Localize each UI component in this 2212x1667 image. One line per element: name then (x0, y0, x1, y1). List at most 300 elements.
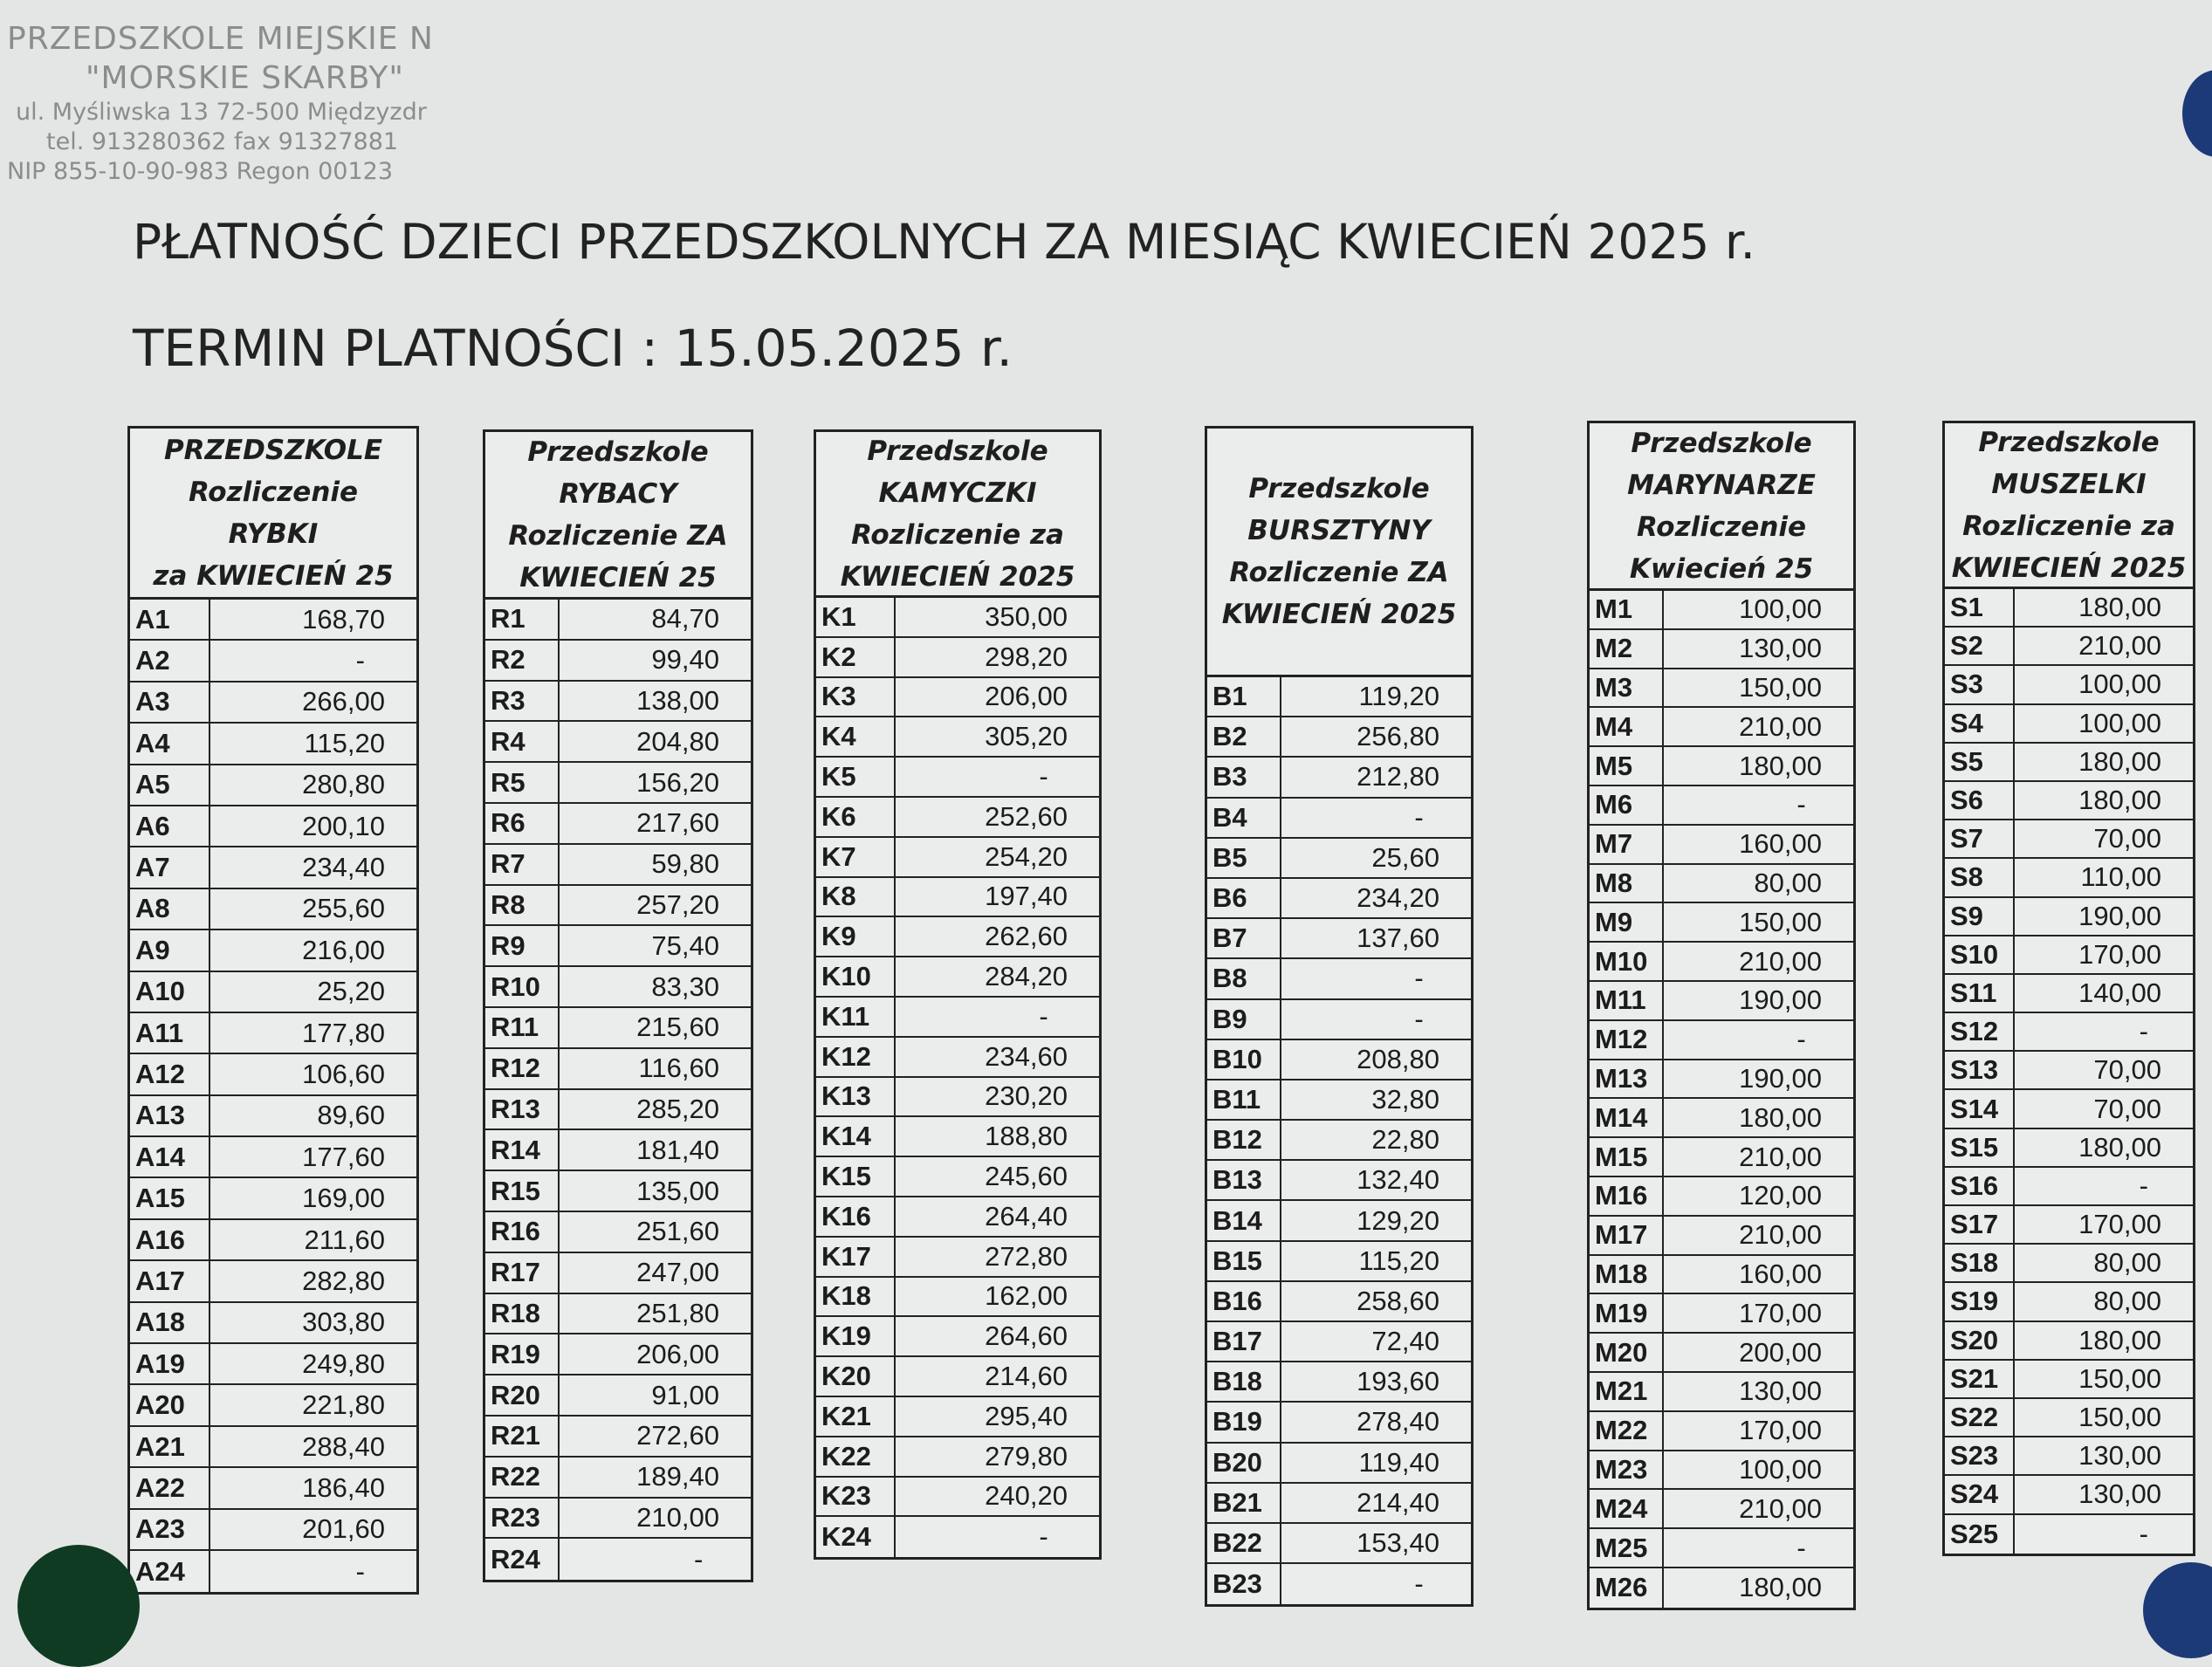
child-code: S17 (1945, 1206, 2015, 1243)
payment-amount: 180,00 (1739, 1101, 1822, 1133)
table-row (816, 678, 1099, 718)
table-row (1945, 1322, 2193, 1361)
child-code: K5 (816, 758, 896, 796)
child-code: A14 (130, 1137, 210, 1177)
payment-amount: 84,70 (651, 603, 719, 635)
child-code: B14 (1207, 1201, 1281, 1239)
child-code: A1 (130, 600, 210, 639)
payment-amount: 212,80 (1357, 761, 1439, 792)
child-code: S9 (1945, 898, 2015, 935)
settlement-table (127, 426, 419, 1595)
table-header (1207, 429, 1471, 677)
child-code: R11 (485, 1008, 560, 1047)
table-row (1207, 1484, 1471, 1524)
table-row (130, 1096, 416, 1137)
table-row (1945, 1399, 2193, 1437)
table-row (816, 1478, 1099, 1518)
child-code: S2 (1945, 628, 2015, 664)
payment-amount: 162,00 (985, 1280, 1068, 1312)
table-row (130, 1137, 416, 1178)
payment-amount: 272,80 (985, 1240, 1068, 1272)
payment-amount: - (2139, 1170, 2148, 1201)
table-row (1590, 826, 1853, 865)
payment-amount: 266,00 (302, 686, 385, 717)
table-row (130, 600, 416, 641)
table-row (485, 1499, 751, 1540)
child-code: M9 (1590, 903, 1664, 941)
table-row (485, 682, 751, 723)
table-row (1590, 669, 1853, 709)
child-code: K20 (816, 1357, 896, 1396)
stamp-line: PRZEDSZKOLE MIEJSKIE N (7, 21, 434, 57)
payment-amount: 200,00 (1739, 1336, 1822, 1368)
table-row (1207, 717, 1471, 758)
child-code: M21 (1590, 1373, 1664, 1410)
payment-amount: 186,40 (302, 1471, 385, 1503)
payment-amount: 180,00 (1739, 1572, 1822, 1603)
table-row (816, 957, 1099, 998)
table-row (485, 1049, 751, 1090)
table-row (485, 1458, 751, 1499)
payment-amount: - (2139, 1518, 2148, 1549)
table-row (816, 638, 1099, 678)
child-code: A10 (130, 972, 210, 1012)
payment-amount: 305,20 (985, 721, 1068, 752)
child-code: S3 (1945, 666, 2015, 703)
table-row (130, 1427, 416, 1468)
payment-amount: 100,00 (1739, 1453, 1822, 1485)
child-code: S24 (1945, 1476, 2015, 1513)
child-code: K22 (816, 1437, 896, 1476)
payment-amount: 100,00 (1739, 593, 1822, 625)
payment-amount: 251,80 (636, 1297, 719, 1328)
table-header (1945, 423, 2193, 589)
table-row (1207, 839, 1471, 879)
payment-amount: 256,80 (1357, 721, 1439, 752)
payment-amount: - (1414, 963, 1424, 994)
child-code: R20 (485, 1375, 560, 1415)
child-code: R1 (485, 600, 560, 639)
child-code: M19 (1590, 1294, 1664, 1332)
table-row (130, 972, 416, 1013)
table-row (1945, 1245, 2193, 1283)
child-code: K3 (816, 678, 896, 717)
payment-amount: - (1414, 1568, 1424, 1600)
payment-amount: 170,00 (2078, 938, 2161, 970)
payment-amount: 59,80 (651, 848, 719, 880)
institution-stamp (7, 19, 443, 186)
child-code: B1 (1207, 677, 1281, 716)
table-row (1945, 782, 2193, 820)
payment-amount: 25,60 (1371, 841, 1439, 873)
child-code: A3 (130, 683, 210, 722)
table-row (485, 1539, 751, 1580)
child-code: K21 (816, 1397, 896, 1436)
child-code: B18 (1207, 1362, 1281, 1401)
child-code: B20 (1207, 1444, 1281, 1482)
payment-amount: 251,60 (636, 1216, 719, 1247)
payment-amount: 160,00 (1739, 828, 1822, 860)
table-row (816, 1278, 1099, 1318)
payment-amount: 180,00 (2078, 592, 2161, 623)
child-code: M3 (1590, 669, 1664, 707)
table-row (816, 1357, 1099, 1397)
table-row (816, 1197, 1099, 1238)
child-code: A7 (130, 847, 210, 887)
child-code: A15 (130, 1178, 210, 1218)
table-row (1590, 630, 1853, 669)
payment-amount: 211,60 (304, 1224, 385, 1255)
table-row (1207, 1282, 1471, 1322)
table-header-line: KWIECIEŃ 2025 (1951, 552, 2187, 584)
child-code: R17 (485, 1253, 560, 1293)
payment-amount: 80,00 (1754, 867, 1822, 898)
child-code: S23 (1945, 1437, 2015, 1474)
table-row (130, 724, 416, 765)
child-code: B5 (1207, 839, 1281, 877)
table-row (816, 917, 1099, 957)
table-row (485, 641, 751, 682)
child-code: S4 (1945, 705, 2015, 742)
child-code: M15 (1590, 1138, 1664, 1176)
payment-amount: 284,20 (985, 961, 1068, 992)
child-code: R5 (485, 763, 560, 802)
child-code: K10 (816, 957, 896, 996)
table-row (485, 1375, 751, 1417)
table-row (130, 1468, 416, 1509)
table-row (130, 1303, 416, 1344)
table-row (130, 641, 416, 682)
child-code: R23 (485, 1499, 560, 1538)
table-row (1207, 1080, 1471, 1121)
table-row (1945, 1168, 2193, 1206)
payment-amount: 264,40 (985, 1200, 1068, 1231)
payment-amount: 206,00 (985, 681, 1068, 712)
payment-amount: 153,40 (1357, 1527, 1439, 1559)
child-code: M18 (1590, 1256, 1664, 1293)
table-header-line: Przedszkole (1248, 473, 1430, 504)
child-code: A22 (130, 1468, 210, 1507)
table-row (1945, 1013, 2193, 1052)
settlement-table (1942, 421, 2195, 1556)
child-code: A4 (130, 724, 210, 763)
table-row (816, 878, 1099, 918)
table-row (1590, 708, 1853, 747)
table-row (485, 926, 751, 967)
payment-amount: 138,00 (636, 684, 719, 716)
payment-amount: 100,00 (2078, 707, 2161, 738)
payment-amount: 350,00 (985, 600, 1068, 632)
child-code: R19 (485, 1334, 560, 1374)
table-row (1207, 799, 1471, 839)
table-header-line: Przedszkole (527, 436, 709, 468)
table-row (1590, 1451, 1853, 1491)
table-row (1945, 1437, 2193, 1476)
child-code: M7 (1590, 826, 1664, 863)
child-code: B21 (1207, 1484, 1281, 1522)
child-code: B11 (1207, 1080, 1281, 1119)
payment-amount: 204,80 (636, 725, 719, 757)
payment-amount: - (1796, 1532, 1806, 1563)
table-header-line: Rozliczenie za (1962, 510, 2175, 542)
payment-amount: 210,00 (636, 1501, 719, 1533)
child-code: A24 (130, 1551, 210, 1592)
table-row (1207, 959, 1471, 999)
table-header-line: Przedszkole (867, 435, 1048, 467)
payment-amount: 234,20 (1357, 882, 1439, 914)
payment-amount: 193,60 (1357, 1366, 1439, 1397)
payment-amount: 180,00 (2078, 1131, 2161, 1163)
table-row (1590, 865, 1853, 904)
payment-amount: 200,10 (302, 810, 385, 841)
table-row (1590, 1256, 1853, 1295)
child-code: K4 (816, 717, 896, 756)
payment-amount: 89,60 (317, 1100, 385, 1131)
child-code: B17 (1207, 1322, 1281, 1361)
payment-amount: 216,00 (302, 934, 385, 965)
child-code: M8 (1590, 865, 1664, 902)
payment-amount: - (693, 1543, 704, 1574)
table-row (1945, 1476, 2193, 1514)
child-code: S20 (1945, 1322, 2015, 1359)
payment-amount: 210,00 (1739, 1492, 1822, 1524)
payment-amount: 170,00 (1739, 1415, 1822, 1446)
child-code: B6 (1207, 879, 1281, 917)
table-row (1207, 1444, 1471, 1484)
child-code: S14 (1945, 1090, 2015, 1127)
child-code: M23 (1590, 1451, 1664, 1489)
table-row (485, 967, 751, 1008)
payment-amount: 170,00 (2078, 1209, 2161, 1240)
child-code: M16 (1590, 1177, 1664, 1215)
payment-amount: 234,40 (302, 852, 385, 883)
payment-amount: 170,00 (1739, 1297, 1822, 1328)
table-row (485, 763, 751, 804)
table-row (485, 1334, 751, 1375)
table-row (485, 1294, 751, 1335)
table-row (130, 1344, 416, 1385)
child-code: K14 (816, 1117, 896, 1156)
table-row (1590, 1021, 1853, 1060)
table-row (816, 998, 1099, 1038)
child-code: B3 (1207, 758, 1281, 796)
child-code: M24 (1590, 1490, 1664, 1527)
child-code: B19 (1207, 1403, 1281, 1441)
payment-amount: 70,00 (2093, 823, 2161, 854)
table-row (1945, 1090, 2193, 1128)
table-row (1590, 1373, 1853, 1412)
settlement-table (1205, 426, 1474, 1607)
child-code: K7 (816, 838, 896, 876)
child-code: K1 (816, 598, 896, 636)
child-code: M5 (1590, 747, 1664, 785)
payment-amount: 150,00 (1739, 671, 1822, 703)
table-row (1590, 1412, 1853, 1451)
child-code: S18 (1945, 1245, 2015, 1281)
payment-amount: 298,20 (985, 641, 1068, 672)
table-header-line: Rozliczenie (188, 476, 359, 508)
payment-amount: 214,40 (1357, 1486, 1439, 1518)
table-row (816, 838, 1099, 878)
payment-amount: 210,00 (1739, 1219, 1822, 1251)
child-code: B22 (1207, 1524, 1281, 1562)
table-row (485, 1212, 751, 1253)
table-row (1207, 1322, 1471, 1362)
table-row (1207, 1564, 1471, 1604)
child-code: M12 (1590, 1021, 1664, 1059)
table-row (485, 886, 751, 927)
table-row (485, 1090, 751, 1131)
child-code: K6 (816, 798, 896, 836)
payment-amount: 150,00 (2078, 1402, 2161, 1433)
table-header-line: Rozliczenie za (851, 518, 1064, 551)
child-code: B4 (1207, 799, 1281, 837)
table-row (130, 1261, 416, 1302)
payment-amount: - (1039, 1000, 1048, 1032)
payment-amount: 210,00 (1739, 945, 1822, 977)
table-row (1945, 666, 2193, 704)
table-header-line: RYBACY (559, 477, 677, 510)
payment-amount: 150,00 (1739, 906, 1822, 937)
table-row (130, 1385, 416, 1426)
table-header-line: za KWIECIEŃ 25 (153, 559, 394, 592)
table-header-line: Kwiecień 25 (1629, 552, 1814, 585)
payment-amount: 110,00 (2080, 861, 2161, 893)
child-code: A5 (130, 765, 210, 805)
table-row (816, 758, 1099, 798)
payment-amount: 221,80 (302, 1389, 385, 1421)
table-row (1590, 1177, 1853, 1217)
payment-amount: 119,20 (1358, 681, 1439, 712)
table-row (485, 1253, 751, 1294)
table-row (1590, 1490, 1853, 1529)
payment-amount: 137,60 (1357, 923, 1439, 954)
payment-amount: 254,20 (985, 840, 1068, 872)
table-row (1207, 677, 1471, 717)
payment-amount: 130,00 (1739, 1375, 1822, 1407)
payment-amount: 32,80 (1371, 1083, 1439, 1115)
payment-amount: 116,60 (638, 1053, 719, 1084)
table-row (1207, 1201, 1471, 1241)
payment-amount: 189,40 (636, 1461, 719, 1492)
table-row (1945, 859, 2193, 897)
child-code: K13 (816, 1078, 896, 1116)
payment-amount: 282,80 (302, 1265, 385, 1296)
payment-amount: - (2139, 1016, 2148, 1047)
table-header (485, 432, 751, 600)
child-code: B13 (1207, 1161, 1281, 1199)
table-row (816, 798, 1099, 838)
table-row (816, 1397, 1099, 1437)
child-code: M11 (1590, 982, 1664, 1019)
payment-amount: 278,40 (1357, 1406, 1439, 1437)
table-row (485, 1171, 751, 1212)
child-code: S16 (1945, 1168, 2015, 1204)
table-header-line: PRZEDSZKOLE (163, 434, 383, 466)
child-code: S11 (1945, 975, 2015, 1012)
child-code: S8 (1945, 859, 2015, 895)
table-row (1590, 1138, 1853, 1177)
table-row (816, 1437, 1099, 1478)
table-row (130, 1054, 416, 1095)
payment-amount: 83,30 (651, 971, 719, 1002)
payment-amount: 177,60 (302, 1141, 385, 1172)
child-code: S13 (1945, 1052, 2015, 1088)
table-row (1945, 1515, 2193, 1554)
payment-amount: - (1796, 1024, 1806, 1055)
table-row (130, 1510, 416, 1551)
table-header-line: KWIECIEŃ 2025 (840, 560, 1075, 593)
child-code: S12 (1945, 1013, 2015, 1050)
table-row (485, 1130, 751, 1171)
child-code: R2 (485, 641, 560, 680)
table-row (130, 1220, 416, 1261)
payment-amount: 208,80 (1357, 1043, 1439, 1074)
child-code: A21 (130, 1427, 210, 1466)
child-code: A12 (130, 1054, 210, 1094)
child-code: M14 (1590, 1099, 1664, 1136)
table-row (1945, 820, 2193, 859)
table-row (130, 889, 416, 930)
payment-amount: 201,60 (302, 1513, 385, 1545)
payment-amount: 190,00 (2078, 900, 2161, 931)
table-row (816, 1038, 1099, 1078)
table-row (816, 1317, 1099, 1357)
child-code: B10 (1207, 1040, 1281, 1079)
table-header-line: KWIECIEŃ 2025 (1221, 599, 1457, 630)
table-header-line: Przedszkole (1631, 427, 1812, 459)
payment-amount: 130,00 (2078, 1478, 2161, 1510)
child-code: K16 (816, 1197, 896, 1236)
child-code: S10 (1945, 936, 2015, 973)
table-row (485, 1008, 751, 1049)
child-code: S1 (1945, 589, 2015, 626)
payment-amount: 115,20 (1358, 1245, 1439, 1276)
child-code: R16 (485, 1212, 560, 1252)
table-row (1590, 786, 1853, 826)
table-row (130, 1013, 416, 1054)
payment-amount: 150,00 (2078, 1362, 2161, 1394)
table-header-line: RYBKI (228, 518, 319, 550)
payment-amount: 210,00 (1739, 1141, 1822, 1172)
payment-amount: 272,60 (636, 1420, 719, 1451)
table-row (1945, 898, 2193, 936)
table-row (1590, 982, 1853, 1021)
child-code: R12 (485, 1049, 560, 1088)
payment-amount: 285,20 (636, 1093, 719, 1124)
child-code: S21 (1945, 1361, 2015, 1397)
table-row (130, 1178, 416, 1219)
payment-amount: 295,40 (985, 1400, 1068, 1431)
payment-amount: 115,20 (304, 727, 385, 758)
stamp-line: ul. Myśliwska 13 72-500 Międzyzdr (16, 99, 427, 126)
table-row (816, 1117, 1099, 1157)
child-code: B7 (1207, 919, 1281, 957)
payment-amount: 280,80 (302, 769, 385, 800)
table-row (130, 1551, 416, 1592)
child-code: K24 (816, 1517, 896, 1557)
child-code: A6 (130, 806, 210, 846)
payment-amount: 91,00 (651, 1379, 719, 1410)
payment-amount: 288,40 (302, 1430, 385, 1462)
page-title: PŁATNOŚĆ DZIECI PRZEDSZKOLNYCH ZA MIESIĄC KWIECIEŃ 2025 r. (133, 214, 1755, 270)
child-code: M25 (1590, 1529, 1664, 1567)
child-code: K9 (816, 917, 896, 956)
payment-amount: 156,20 (636, 766, 719, 798)
blue-magnet-pin (2182, 70, 2212, 157)
child-code: M1 (1590, 591, 1664, 628)
child-code: R24 (485, 1539, 560, 1580)
